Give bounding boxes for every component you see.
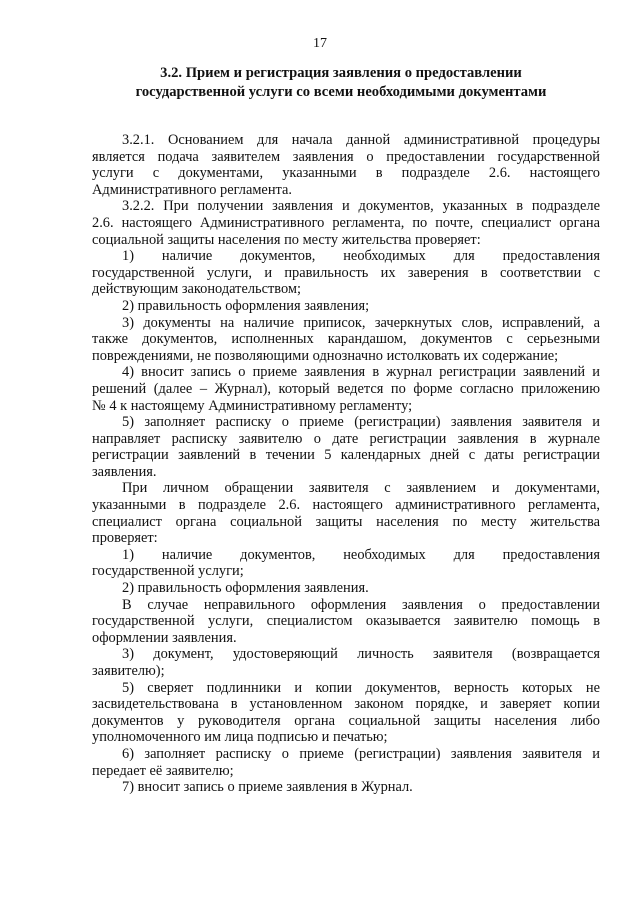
- text-line: регистрации заявлений в течении 5 календарных дней с даты регистрации: [92, 447, 600, 464]
- text-line: государственной услуги;: [92, 563, 244, 580]
- text-line: социальной защиты населения по месту жительства проверяет:: [92, 231, 481, 248]
- text-line: 5) заполняет расписку о приеме (регистрации) заявления заявителя и: [122, 414, 600, 431]
- text-line: 2.6. настоящего Административного регламента, по почте, специалист органа: [92, 214, 600, 231]
- text-line: 2) правильность оформления заявления;: [122, 297, 370, 314]
- text-line: Административного регламента.: [92, 181, 292, 198]
- text-line: 4) вносит запись о приеме заявления в журнал регистрации заявлений и: [122, 364, 600, 381]
- text-line: специалист органа социальной защиты населения по месту жительства: [92, 513, 600, 530]
- page-number: 17: [313, 36, 327, 51]
- text-line: направляет расписку заявителю о дате регистрации заявления в журнале: [92, 430, 600, 447]
- text-line: действующим законодательством;: [92, 281, 301, 298]
- text-line: 1) наличие документов, необходимых для предоставления: [122, 546, 600, 563]
- text-line: повреждениями, не позволяющими однозначно истолковать их содержание;: [92, 347, 559, 364]
- text-line: указанными в подразделе 2.6. настоящего административного регламента,: [92, 497, 600, 514]
- text-line: заявителю);: [92, 663, 165, 679]
- text-line: 3) документы на наличие приписок, зачеркнутых слов, исправлений, а: [122, 314, 600, 331]
- text-line: передает её заявителю;: [92, 762, 234, 779]
- body-text: [92, 132, 600, 796]
- text-line: 6) заполняет расписку о приеме (регистрации) заявления заявителя и: [122, 745, 600, 762]
- text-line: В случае неправильного оформления заявления о предоставлении: [122, 596, 600, 613]
- text-line: услуги с документами, указанными в подразделе 2.6. настоящего: [92, 165, 600, 182]
- text-line: 5) сверяет подлинники и копии документов, верность которых не: [122, 679, 600, 696]
- text-line: решений (далее – Журнал), который ведется по форме согласно приложению: [92, 380, 600, 397]
- heading-line: государственной услуги со всеми необходимыми документами: [135, 84, 547, 100]
- text-line: государственной услуги, специалистом оказывается заявителю помощь в: [92, 613, 600, 630]
- text-line: заявления.: [92, 463, 157, 480]
- text-line: 3.2.2. При получении заявления и документов, указанных в подразделе: [122, 198, 600, 215]
- text-line: также документов, исполненных карандашом, документов с серьезными: [92, 331, 600, 348]
- text-line: № 4 к настоящему Административному регламенту;: [92, 397, 413, 414]
- text-line: оформлении заявления.: [92, 629, 237, 646]
- section-heading: [96, 64, 586, 102]
- text-line: является подача заявителем заявления о предоставлении государственной: [92, 148, 600, 165]
- text-line: 2) правильность оформления заявления.: [122, 580, 369, 597]
- text-line: 3) документ, удостоверяющий личность заявителя (возвращается: [122, 646, 600, 663]
- text-line: проверяет:: [92, 530, 158, 547]
- text-line: 7) вносит запись о приеме заявления в Журнал.: [122, 779, 413, 796]
- text-line: 1) наличие документов, необходимых для предоставления: [122, 248, 600, 265]
- text-line: При личном обращении заявителя с заявлением и документами,: [122, 480, 600, 497]
- text-line: 3.2.1. Основанием для начала данной административной процедуры: [122, 132, 600, 148]
- heading-line: 3.2. Прием и регистрация заявления о предоставлении: [160, 65, 522, 81]
- text-line: документов у руководителя органа социальной защиты населения либо: [92, 712, 600, 729]
- text-line: уполномоченного им лица подписью и печатью;: [92, 729, 388, 746]
- text-line: засвидетельствована в установленном законом порядке, и заверяет копии: [92, 696, 600, 713]
- text-line: государственной услуги, и правильность их заверения в соответствии с: [92, 264, 600, 281]
